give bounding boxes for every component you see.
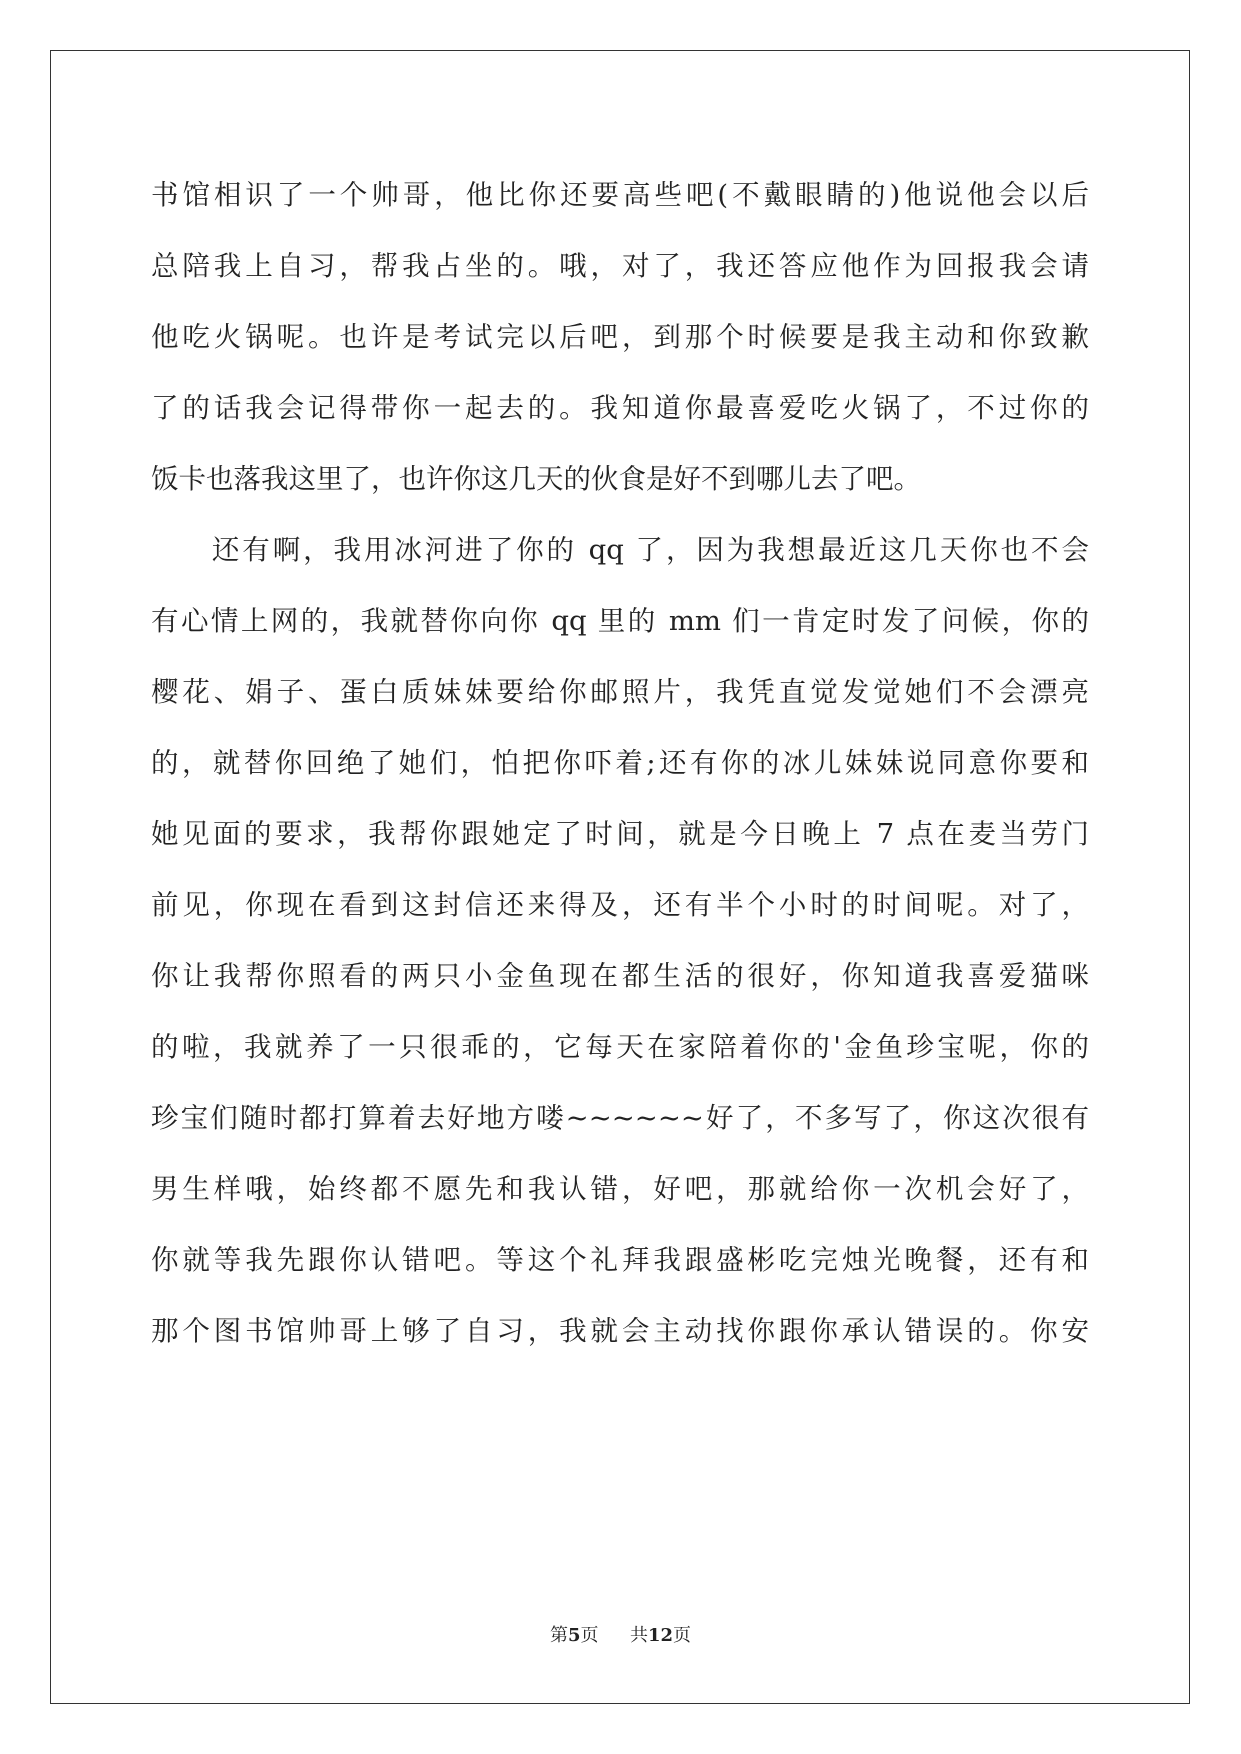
- paragraph: [151, 160, 1089, 515]
- current-page-number: 5: [567, 1625, 581, 1646]
- text-line: 那个图书馆帅哥上够了自习，我就会主动找你跟你承认错误的。你安: [151, 1315, 1089, 1347]
- text-line: 她见面的要求，我帮你跟她定了时间，就是今日晚上 7 点在麦当劳门: [151, 818, 1089, 850]
- text-line: 樱花、娟子、蛋白质妹妹要给你邮照片，我凭直觉发觉她们不会漂亮: [151, 676, 1089, 708]
- total-page-count: 12: [647, 1625, 674, 1646]
- text-line: 你让我帮你照看的两只小金鱼现在都生活的很好，你知道我喜爱猫咪: [151, 960, 1089, 992]
- document-body: [151, 160, 1089, 1367]
- text-line: 有心情上网的，我就替你向你 qq 里的 mm 们一肯定时发了问候，你的: [151, 605, 1089, 637]
- total-suffix: 页: [673, 1625, 692, 1646]
- page-number-label: [550, 1625, 604, 1646]
- text-line: 你就等我先跟你认错吧。等这个礼拜我跟盛彬吃完烛光晚餐，还有和: [151, 1244, 1089, 1276]
- text-line: 书馆相识了一个帅哥，他比你还要高些吧(不戴眼睛的)他说他会以后: [151, 179, 1089, 211]
- text-line: 他吃火锅呢。也许是考试完以后吧，到那个时候要是我主动和你致歉: [151, 321, 1089, 353]
- paragraph: [151, 515, 1089, 1367]
- total-prefix: 共: [629, 1625, 648, 1646]
- text-line: 的啦，我就养了一只很乖的，它每天在家陪着你的'金鱼珍宝呢，你的: [151, 1031, 1089, 1063]
- page-suffix: 页: [580, 1625, 599, 1646]
- text-line: 还有啊，我用冰河进了你的 qq 了，因为我想最近这几天你也不会: [151, 534, 1089, 566]
- page-footer: [0, 1621, 1241, 1647]
- text-line: 珍宝们随时都打算着去好地方喽~~~~~~好了，不多写了，你这次很有: [151, 1102, 1089, 1134]
- text-line: 饭卡也落我这里了，也许你这几天的伙食是好不到哪儿去了吧。: [151, 463, 921, 495]
- text-line: 男生样哦，始终都不愿先和我认错，好吧，那就给你一次机会好了，: [151, 1173, 1089, 1205]
- text-line: 的，就替你回绝了她们，怕把你吓着;还有你的冰儿妹妹说同意你要和: [151, 747, 1089, 779]
- total-pages-label: [630, 1625, 691, 1646]
- text-line: 总陪我上自习，帮我占坐的。哦，对了，我还答应他作为回报我会请: [151, 250, 1089, 282]
- text-line: 前见，你现在看到这封信还来得及，还有半个小时的时间呢。对了，: [151, 889, 1089, 921]
- page-prefix: 第: [549, 1625, 568, 1646]
- text-line: 了的话我会记得带你一起去的。我知道你最喜爱吃火锅了，不过你的: [151, 392, 1089, 424]
